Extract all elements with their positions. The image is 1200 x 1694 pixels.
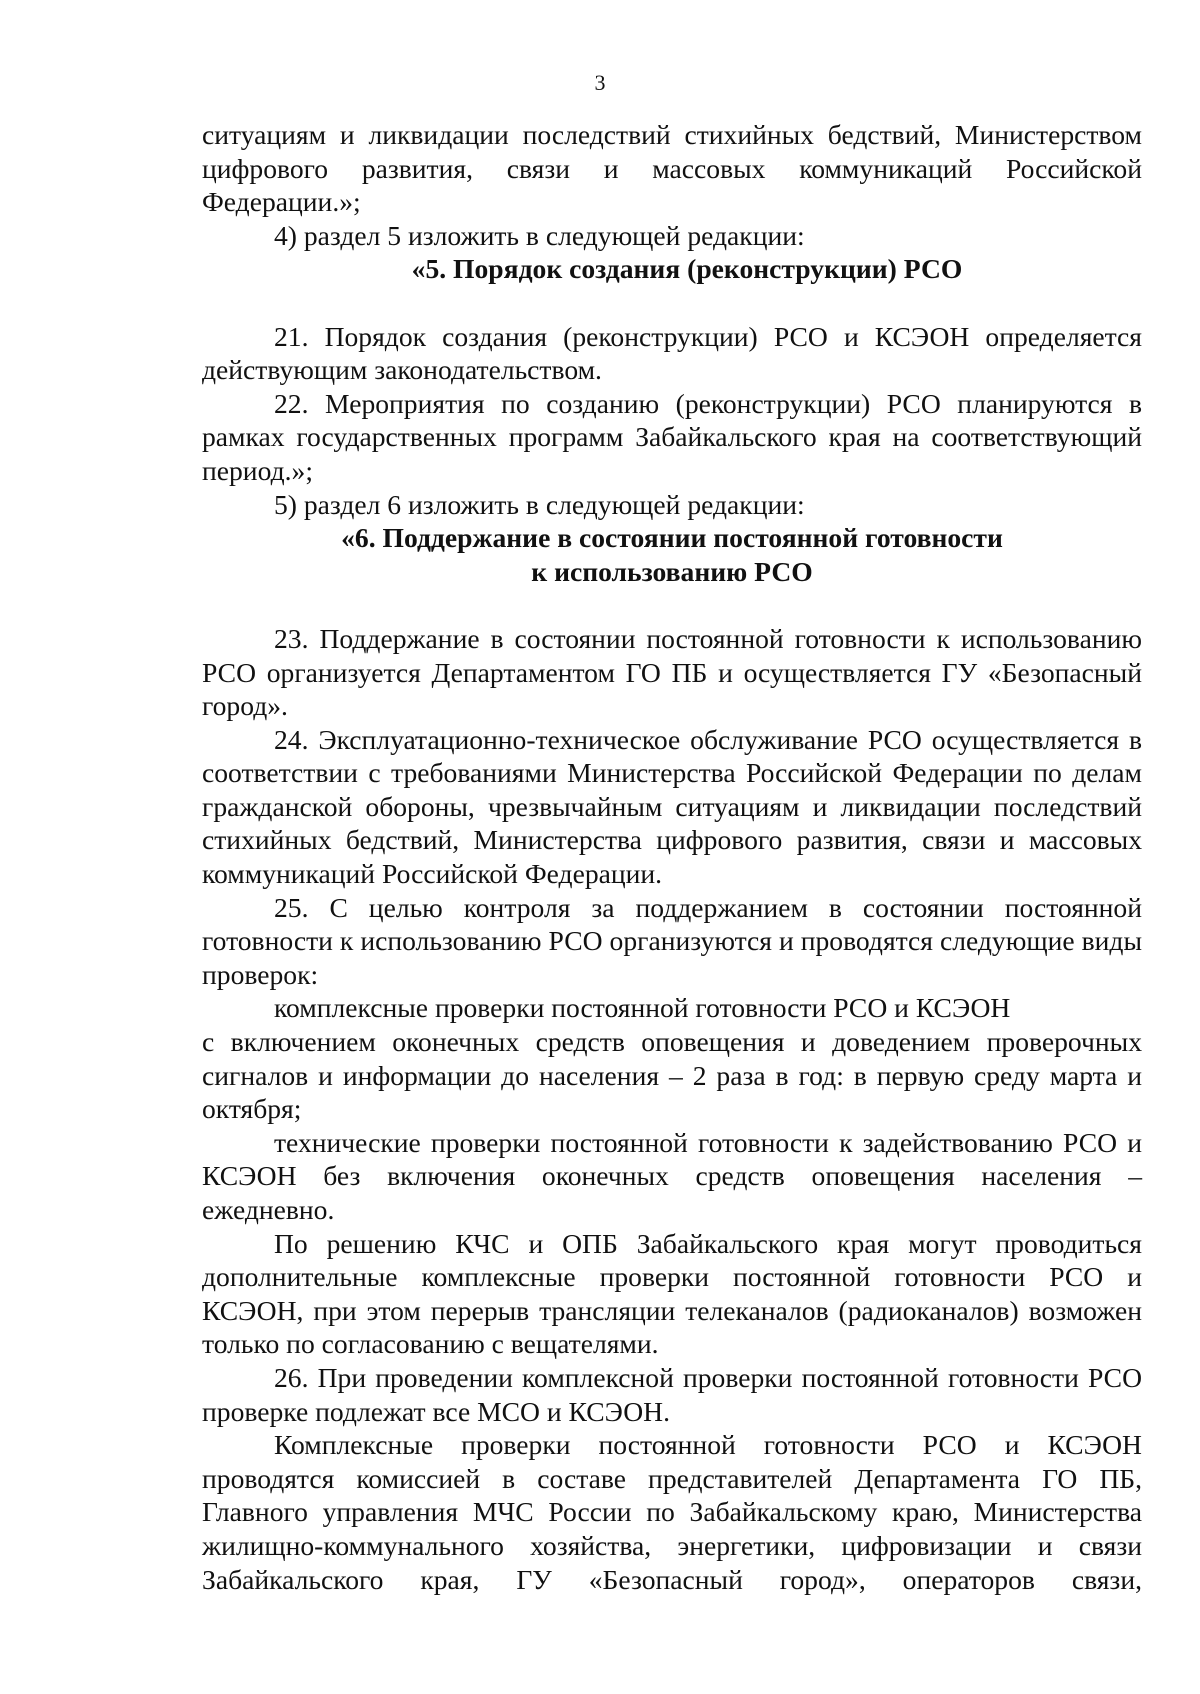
- paragraph-21: 21. Порядок создания (реконструкции) РСО и КСЭОН определяется действующим законодательством.: [202, 320, 1142, 386]
- section-5-heading: «5. Порядок создания (реконструкции) РСО: [411, 253, 963, 285]
- paragraph-26-commission: Комплексные проверки постоянной готовности РСО и КСЭОН проводятся комиссией в составе представителей Департамента ГО ПБ, Главного управления МЧС России по Забайкальскому краю, Министерства жилищно-коммунального хозяйства, энергетики, цифровизации и связи Забайкальского края, ГУ «Безопасный город», операторов связи,: [202, 1429, 1142, 1595]
- paragraph-25-complex-checks-rest: с включением оконечных средств оповещения и доведением проверочных сигналов и информации до населения – 2 раза в год: в первую среду марта и октября;: [202, 1026, 1142, 1125]
- paragraph-22: 22. Мероприятия по созданию (реконструкции) РСО планируются в рамках государственных программ Забайкальского края на соответствующий период.»;: [202, 387, 1142, 486]
- paragraph-item-5: 5) раздел 6 изложить в следующей редакции:: [274, 488, 805, 520]
- section-6-heading: [202, 521, 1142, 588]
- paragraph-24: 24. Эксплуатационно-техническое обслуживание РСО осуществляется в соответствии с требованиями Министерства Российской Федерации по делам гражданской обороны, чрезвычайным ситуациям и ликвидации последствий стихийных бедствий, Министерства цифрового развития, связи и массовых коммуникаций Российской Федерации.: [202, 723, 1142, 890]
- paragraph-25-complex-checks-line-1: комплексные проверки постоянной готовности РСО и КСЭОН: [274, 992, 1011, 1024]
- paragraph-25-technical-checks: технические проверки постоянной готовности к задействованию РСО и КСЭОН без включения оконечных средств оповещения населения – ежедневно.: [202, 1126, 1142, 1225]
- paragraph-25-additional-checks: По решению КЧС и ОПБ Забайкальского края могут проводиться дополнительные комплексные проверки постоянной готовности РСО и КСЭОН, при этом перерыв трансляции телеканалов (радиоканалов) возможен только по согласованию с вещателями.: [202, 1227, 1142, 1360]
- section-6-heading-line-2: к использованию РСО: [531, 555, 813, 587]
- paragraph-26: 26. При проведении комплексной проверки постоянной готовности РСО проверке подлежат все МСО и КСЭОН.: [202, 1361, 1142, 1427]
- page-number: 3: [594, 70, 606, 95]
- paragraph-item-4: 4) раздел 5 изложить в следующей редакции:: [274, 219, 805, 251]
- section-6-heading-line-1: «6. Поддержание в состоянии постоянной готовности: [341, 522, 1003, 554]
- paragraph-25: 25. С целью контроля за поддержанием в состоянии постоянной готовности к использованию РСО организуются и проводятся следующие виды проверок:: [202, 891, 1142, 990]
- paragraph-continuation: ситуациям и ликвидации последствий стихийных бедствий, Министерством цифрового развития, связи и массовых коммуникаций Российской Федерации.»;: [202, 119, 1142, 218]
- paragraph-23: 23. Поддержание в состоянии постоянной готовности к использованию РСО организуется Департаментом ГО ПБ и осуществляется ГУ «Безопасный город».: [202, 622, 1142, 722]
- document-body: [202, 118, 1142, 1596]
